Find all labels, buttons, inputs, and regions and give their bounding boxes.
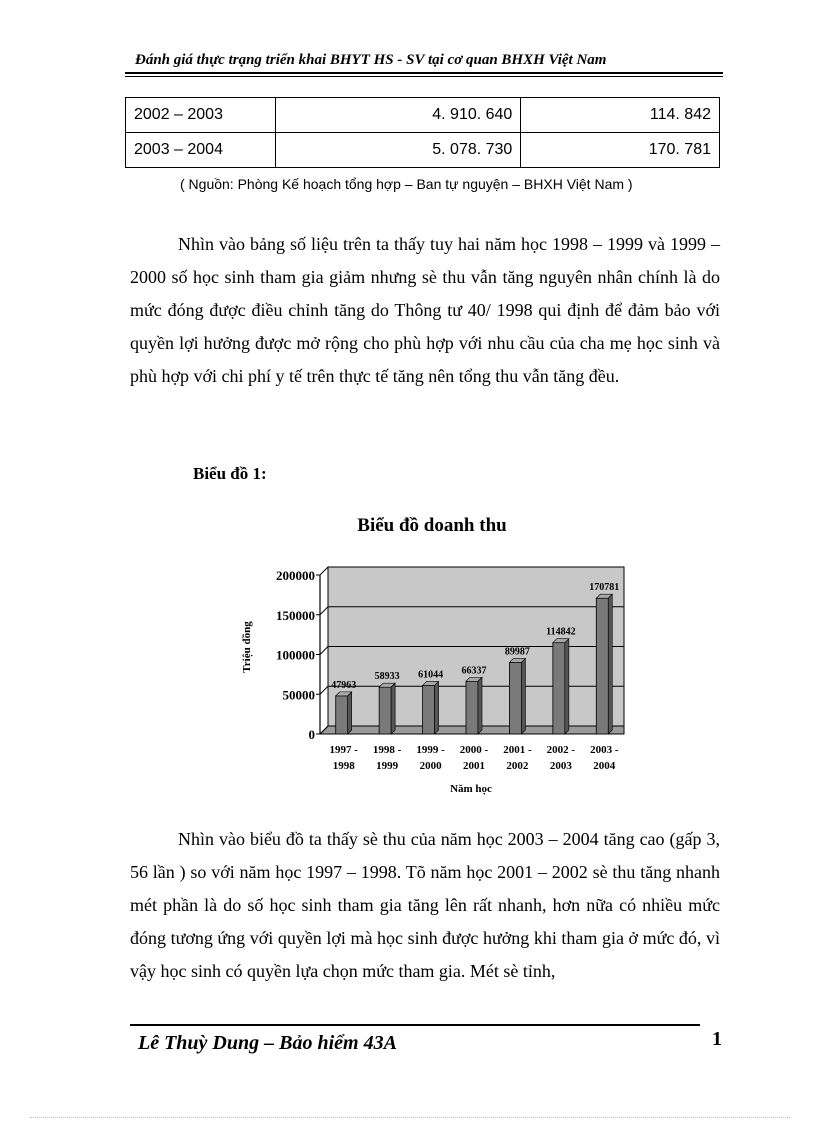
data-label: 66337 [461, 665, 487, 677]
x-tick-label: 2002 - [546, 744, 576, 756]
header-rule-thin [125, 76, 723, 77]
chart-title: Biểu đồ doanh thu [357, 515, 507, 536]
y-tick-label: 50000 [282, 687, 315, 703]
table-row [126, 98, 720, 133]
x-tick-label: 1999 - [416, 744, 445, 756]
x-tick-label: 1998 - [372, 744, 402, 756]
paragraph-analysis-chart: Nhìn vào biểu đồ ta thấy sè thu của năm học 2003 – 2004 tăng cao (gấp 3, 56 lần ) so với năm học 1997 – 1998. Tõ năm học 2001 – 2002 sè thu tăng nhanh mét phần là do số học sinh tham gia tăng lên rất nhanh, hơn nữa có nhiều mức đóng tương ứng với quyền lợi mà học sinh được hưởng khi tham gia ở mức đó, vì vậy học sinh có quyền lựa chọn mức tham gia. Mét sè tỉnh, [130, 829, 720, 981]
x-tick-label: 2000 [419, 760, 442, 772]
table-cell-revenue: 114. 842 [521, 98, 720, 133]
data-label: 47963 [331, 679, 357, 691]
bar [466, 681, 478, 734]
bar [553, 643, 565, 734]
page-edge-divider [30, 1117, 790, 1118]
bar [423, 685, 435, 734]
table-row [126, 133, 720, 168]
paragraph-analysis-table: Nhìn vào bảng số liệu trên ta thấy tuy hai năm học 1998 – 1999 và 1999 – 2000 số học sinh tham gia giảm nhưng sè thu vẫn tăng nguyên nhân chính là do mức đóng được điều chỉnh tăng do Thông tư 40/ 1998 qui định để đảm bảo với quyền lợi hưởng được mở rộng cho phù hợp với nhu cầu của cha mẹ học sinh và phù hợp với chi phí y tế trên thực tế tăng nên tổng thu vẫn tăng đều. [130, 234, 720, 386]
data-label: 170781 [589, 582, 620, 594]
revenue-bar-chart [232, 505, 652, 805]
data-label: 89987 [504, 646, 530, 658]
header-title: Đánh giá thực trạng triển khai BHYT HS - SV tại cơ quan BHXH Việt Nam [135, 52, 607, 68]
x-tick-label: 2004 [593, 760, 616, 772]
table-cell-year: 2003 – 2004 [126, 133, 276, 168]
table-cell-year: 2002 – 2003 [126, 98, 276, 133]
source-note: ( Nguồn: Phòng Kế hoạch tổng hợp – Ban tự nguyện – BHXH Việt Nam ) [180, 176, 633, 192]
bar [336, 696, 348, 734]
table-cell-students: 4. 910. 640 [275, 98, 521, 133]
gridline-diag [320, 607, 328, 615]
header-rule [125, 72, 723, 74]
y-tick-label: 100000 [276, 647, 315, 663]
chart-heading: Biểu đồ 1: [193, 464, 267, 483]
bar-side [435, 681, 439, 734]
x-tick-label: 2003 [549, 760, 572, 772]
y-tick-label: 200000 [276, 568, 315, 583]
bar [379, 687, 391, 734]
bar-side [565, 639, 569, 734]
y-axis-label: Triệu đồng [241, 621, 253, 673]
gridline-diag [320, 567, 328, 575]
bar-side [608, 594, 612, 734]
y-tick-label: 150000 [276, 607, 315, 623]
data-label: 58933 [374, 671, 400, 683]
table-cell-students: 5. 078. 730 [275, 133, 521, 168]
bar-side [348, 692, 352, 734]
data-table [125, 97, 720, 168]
gridline-diag [320, 647, 328, 655]
x-axis-label: Năm học [450, 783, 492, 795]
x-tick-label: 1999 [376, 760, 399, 772]
x-tick-label: 2002 [506, 760, 529, 772]
x-tick-label: 1998 [332, 760, 355, 772]
bar-side [521, 658, 525, 734]
gridline-diag [320, 686, 328, 694]
data-label: 61044 [418, 669, 444, 681]
page-number: 1 [712, 1028, 722, 1050]
x-tick-label: 2003 - [590, 744, 619, 756]
data-label: 114842 [546, 626, 576, 638]
bar-side [391, 683, 395, 734]
table-cell-revenue: 170. 781 [521, 133, 720, 168]
x-tick-label: 2000 - [459, 744, 489, 756]
bar [596, 598, 608, 734]
footer-rule [130, 1024, 700, 1026]
x-tick-label: 1997 - [329, 744, 358, 756]
y-tick-label: 0 [308, 727, 315, 742]
footer-author: Lê Thuỳ Dung – Bảo hiểm 43A [138, 1032, 397, 1054]
x-tick-label: 2001 - [503, 744, 532, 756]
bar [509, 662, 521, 734]
bar-side [478, 677, 482, 734]
x-tick-label: 2001 [463, 760, 485, 772]
